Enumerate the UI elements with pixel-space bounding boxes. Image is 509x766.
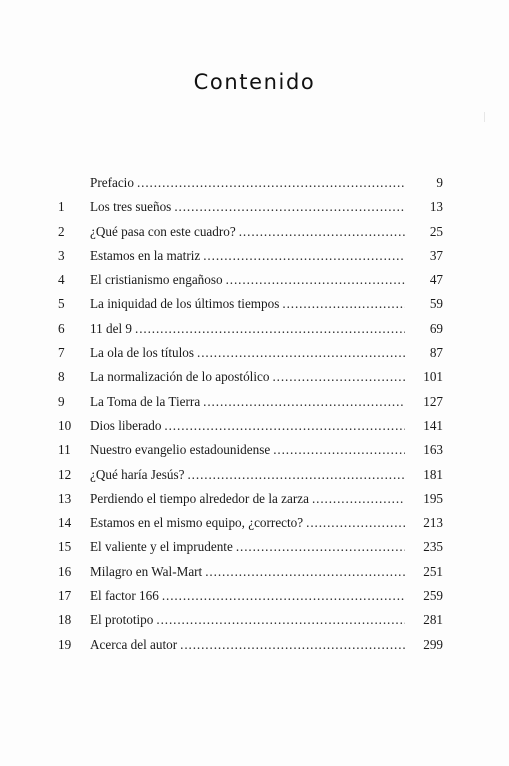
toc-dot-leader	[156, 608, 405, 632]
toc-page-number: 163	[423, 442, 443, 458]
toc-chapter-number: 16	[58, 563, 72, 579]
toc-page-number: 47	[429, 272, 443, 288]
toc-entry	[0, 171, 509, 195]
toc-entry-line	[90, 463, 405, 487]
toc-chapter-title: La normalización de lo apostólico	[90, 369, 270, 385]
toc-entry-line	[90, 390, 405, 414]
toc-dot-leader	[272, 365, 405, 389]
toc-entry	[0, 438, 509, 462]
toc-chapter-title: Los tres sueños	[90, 199, 172, 215]
toc-dot-leader	[306, 511, 405, 535]
toc-dot-leader	[226, 268, 405, 292]
toc-chapter-number: 15	[58, 539, 72, 555]
toc-chapter-title: Nuestro evangelio estadounidense	[90, 442, 271, 458]
toc-entry-line	[90, 220, 405, 244]
toc-dot-leader	[203, 390, 405, 414]
toc-chapter-title: El valiente y el imprudente	[90, 539, 233, 555]
toc-page-number: 25	[429, 223, 443, 239]
toc-chapter-number: 8	[58, 369, 65, 385]
toc-chapter-title: La Toma de la Tierra	[90, 393, 201, 409]
toc-chapter-number: 3	[58, 247, 65, 263]
toc-entry-line	[90, 560, 405, 584]
toc-chapter-number: 12	[58, 466, 72, 482]
toc-page-number: 59	[429, 296, 443, 312]
toc-entry	[0, 268, 509, 292]
toc-chapter-number: 1	[58, 199, 65, 215]
toc-dot-leader	[137, 171, 405, 195]
toc-entry-line	[90, 584, 405, 608]
toc-entry	[0, 584, 509, 608]
toc-entry-line	[90, 535, 405, 559]
toc-chapter-number: 13	[58, 490, 72, 506]
toc-chapter-title: El prototipo	[90, 612, 154, 628]
toc-chapter-number: 5	[58, 296, 65, 312]
toc-entry	[0, 608, 509, 632]
toc-dot-leader	[135, 317, 405, 341]
toc-entry	[0, 317, 509, 341]
toc-entry-line	[90, 341, 405, 365]
toc-chapter-number: 11	[58, 442, 71, 458]
toc-page-number: 299	[423, 636, 443, 652]
toc-chapter-number: 10	[58, 417, 72, 433]
toc-entry-line	[90, 244, 405, 268]
toc-entry	[0, 535, 509, 559]
toc-entry	[0, 487, 509, 511]
toc-chapter-title: Dios liberado	[90, 417, 162, 433]
toc-entry-line	[90, 268, 405, 292]
toc-page-number: 195	[423, 490, 443, 506]
toc-entry	[0, 365, 509, 389]
toc-entry	[0, 195, 509, 219]
toc-page-number: 213	[423, 515, 443, 531]
toc-dot-leader	[180, 633, 405, 657]
toc-dot-leader	[162, 584, 405, 608]
toc-chapter-title: Milagro en Wal-Mart	[90, 563, 203, 579]
toc-chapter-title: Estamos en el mismo equipo, ¿correcto?	[90, 515, 304, 531]
toc-chapter-title: Perdiendo el tiempo alrededor de la zarza	[90, 490, 309, 506]
toc-dot-leader	[205, 560, 405, 584]
toc-page-number: 9	[436, 175, 443, 190]
toc-entry-line	[90, 608, 405, 632]
toc-page-number: 281	[423, 612, 443, 628]
toc-entry	[0, 511, 509, 535]
toc-page-number: 101	[423, 369, 443, 385]
toc-chapter-title: Estamos en la matriz	[90, 247, 201, 263]
toc-entry	[0, 560, 509, 584]
toc-entry-line	[90, 438, 405, 462]
toc-entry	[0, 220, 509, 244]
toc-chapter-title: ¿Qué pasa con este cuadro?	[90, 223, 236, 239]
toc-chapter-number: 4	[58, 272, 65, 288]
toc-dot-leader	[187, 463, 405, 487]
toc-dot-leader	[273, 438, 405, 462]
toc-chapter-title: La ola de los títulos	[90, 345, 195, 361]
toc-page-number: 181	[423, 466, 443, 482]
toc-page-number: 251	[423, 563, 443, 579]
toc-dot-leader	[174, 195, 405, 219]
toc-chapter-title: La iniquidad de los últimos tiempos	[90, 296, 280, 312]
toc-dot-leader	[164, 414, 405, 438]
toc-chapter-title: Acerca del autor	[90, 636, 178, 652]
toc-entry	[0, 390, 509, 414]
toc-page-number: 141	[423, 417, 443, 433]
toc-chapter-number: 17	[58, 588, 72, 604]
toc-chapter-number: 14	[58, 515, 72, 531]
toc-chapter-title: ¿Qué haría Jesús?	[90, 466, 185, 482]
toc-entry	[0, 463, 509, 487]
toc-page-number: 69	[429, 320, 443, 336]
toc-chapter-number: 2	[58, 223, 65, 239]
toc-dot-leader	[312, 487, 405, 511]
toc-entry-line	[90, 195, 405, 219]
toc-page-number: 37	[429, 247, 443, 263]
toc-page-number: 127	[423, 393, 443, 409]
toc-dot-leader	[239, 220, 405, 244]
toc-dot-leader	[197, 341, 405, 365]
toc-chapter-number: 18	[58, 612, 72, 628]
toc-chapter-title: El cristianismo engañoso	[90, 272, 223, 288]
toc-entry	[0, 633, 509, 657]
toc-dot-leader	[203, 244, 405, 268]
toc-entry-line	[90, 633, 405, 657]
toc-page-number: 87	[429, 345, 443, 361]
toc-entry-line	[90, 414, 405, 438]
table-of-contents	[0, 171, 509, 657]
toc-entry	[0, 292, 509, 316]
toc-chapter-number: 6	[58, 320, 65, 336]
toc-entry-line	[90, 292, 405, 316]
page-title: Contenido	[193, 70, 316, 94]
toc-entry-line	[90, 171, 405, 195]
toc-chapter-number: 7	[58, 345, 65, 361]
toc-page-number: 13	[429, 199, 443, 215]
toc-entry	[0, 341, 509, 365]
toc-entry	[0, 244, 509, 268]
toc-chapter-title: 11 del 9	[90, 320, 132, 336]
toc-chapter-number: 9	[58, 393, 65, 409]
toc-entry	[0, 414, 509, 438]
toc-entry-line	[90, 317, 405, 341]
toc-chapter-title: Prefacio	[90, 175, 134, 190]
toc-entry-line	[90, 487, 405, 511]
toc-chapter-number: 19	[58, 636, 72, 652]
toc-dot-leader	[282, 292, 405, 316]
toc-page-number: 259	[423, 588, 443, 604]
toc-entry-line	[90, 365, 405, 389]
toc-page-number: 235	[423, 539, 443, 555]
page-mark	[478, 112, 485, 122]
toc-chapter-title: El factor 166	[90, 588, 159, 604]
toc-dot-leader	[236, 535, 405, 559]
toc-entry-line	[90, 511, 405, 535]
